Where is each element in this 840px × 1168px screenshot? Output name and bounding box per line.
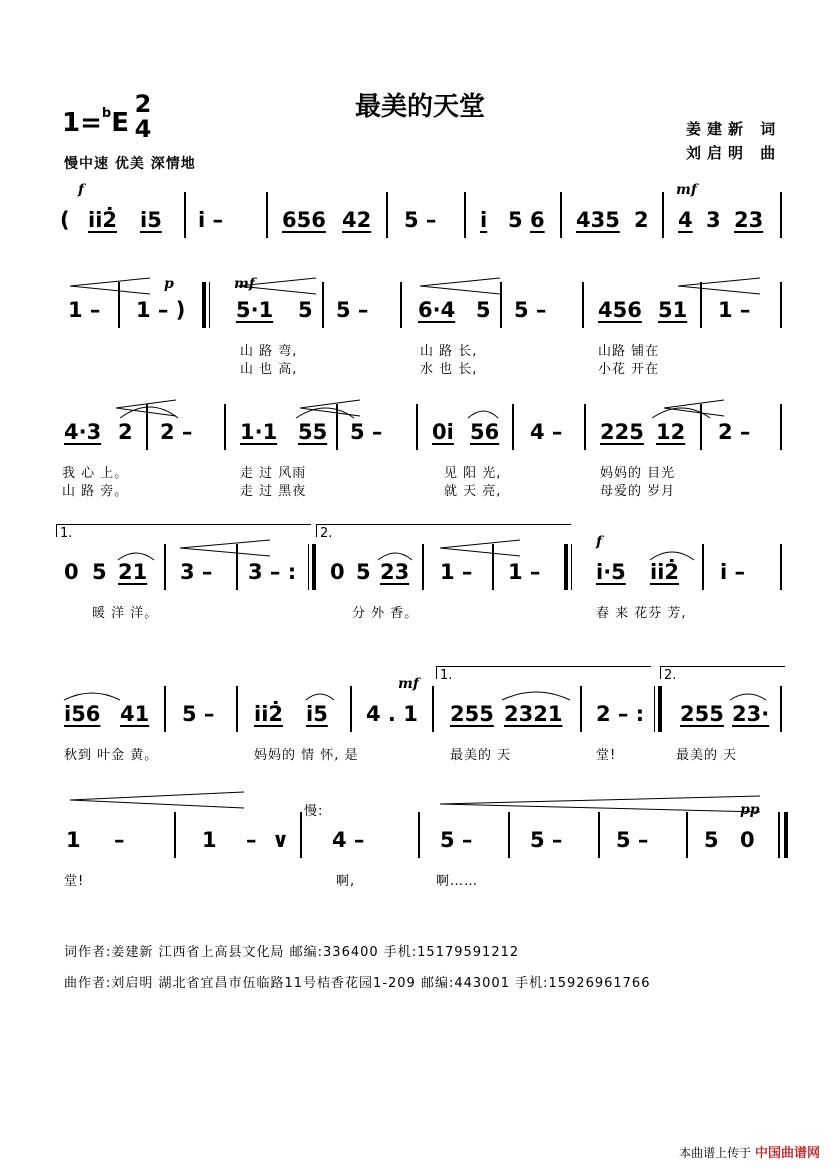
lyric-text: 暖 洋 洋。 xyxy=(92,606,159,621)
note-group: i̇ xyxy=(480,208,488,232)
note-group: 0i̇ xyxy=(432,420,454,444)
note-group: 5 – xyxy=(530,828,563,852)
note-group: 3 – xyxy=(180,560,213,584)
lyric-text: 最美的 天 xyxy=(676,748,738,763)
key-signature: 1=$^b$E xyxy=(62,106,129,138)
note-group: 21 xyxy=(118,560,148,584)
note-group: 5 – xyxy=(182,702,215,726)
note-group: 23 xyxy=(380,560,410,584)
note-group: 0 xyxy=(740,828,755,852)
note-group: i̇56 xyxy=(64,702,101,726)
volta-number: 2. xyxy=(320,526,333,541)
lyric-text: 母爱的 岁月 xyxy=(600,484,676,499)
lyric-text: 堂! xyxy=(64,874,85,889)
note-group: 2 – xyxy=(160,420,193,444)
note-group: 5 – xyxy=(350,420,383,444)
note-group: 1 – xyxy=(508,560,541,584)
note-group: 1 xyxy=(66,828,81,852)
lyric-text: 妈妈的 情 怀, 是 xyxy=(254,748,359,763)
lyric-text: 山 路 弯, xyxy=(240,344,298,359)
note-group: 1 – xyxy=(68,298,101,322)
dynamic-marking: p xyxy=(164,276,174,292)
lyric-text: 山 路 长, xyxy=(420,344,478,359)
lyric-text: 走 过 风雨 xyxy=(240,466,307,481)
note-group: 2 – xyxy=(718,420,751,444)
lyric-text: 水 也 长, xyxy=(420,362,478,377)
note-group: i̇5 xyxy=(140,208,162,232)
dynamic-marking: pp xyxy=(740,802,760,818)
note-group: – xyxy=(246,828,257,852)
note-group: 42 xyxy=(342,208,372,232)
note-group: – xyxy=(114,828,125,852)
lyric-text: 最美的 天 xyxy=(450,748,512,763)
note-group: 6·4 xyxy=(418,298,456,322)
note-group: i̇ – xyxy=(198,208,224,232)
lyric-text: 走 过 黑夜 xyxy=(240,484,307,499)
composer-contact: 曲作者:刘启明 湖北省宜昌市伍临路11号桔香花园1-209 邮编:443001 手机:15926961766 xyxy=(64,976,651,991)
note-group: 435 xyxy=(576,208,620,232)
note-group: 5 – xyxy=(336,298,369,322)
lyricist-credit: 姜建新 词 xyxy=(686,120,782,138)
note-group: 0 xyxy=(64,560,79,584)
note-group: 51 xyxy=(658,298,688,322)
note-group: 4 – xyxy=(530,420,563,444)
note-group: i̇·5 xyxy=(596,560,626,584)
lyric-text: 见 阳 光, xyxy=(444,466,502,481)
note-group: 23 xyxy=(734,208,764,232)
composer-credit: 刘启明 曲 xyxy=(686,144,782,162)
note-group: 4·3 xyxy=(64,420,102,444)
lyricist-contact: 词作者:姜建新 江西省上高县文化局 邮编:336400 手机:15179591212 xyxy=(64,945,520,960)
dynamic-marking: f xyxy=(596,534,603,550)
note-group: 1 – xyxy=(718,298,751,322)
note-group: 3 – : xyxy=(248,560,297,584)
note-group: 5 xyxy=(92,560,107,584)
note-group: 1·1 xyxy=(240,420,278,444)
note-group: ( xyxy=(60,208,70,232)
lyric-text: 山 也 高, xyxy=(240,362,298,377)
time-numerator: 2 xyxy=(134,90,152,118)
note-group: 255 xyxy=(680,702,724,726)
volta-number: 1. xyxy=(440,668,453,683)
lyric-text: 春 来 花芬 芳, xyxy=(596,606,687,621)
note-group: ∨ xyxy=(272,828,290,852)
time-denominator: 4 xyxy=(134,115,152,143)
dynamic-marking: f xyxy=(78,182,85,198)
lyric-text: 山路 铺在 xyxy=(598,344,660,359)
lyric-text: 啊…… xyxy=(436,874,479,889)
note-group: 6 xyxy=(530,208,545,232)
note-group: i̇5 xyxy=(306,702,328,726)
note-group: i̇ – xyxy=(720,560,746,584)
note-group: 5 xyxy=(508,208,523,232)
tempo-marking: 慢中速 优美 深情地 xyxy=(64,156,196,172)
note-group: 12 xyxy=(656,420,686,444)
note-group: i̇i̇2̇ xyxy=(650,560,680,584)
note-group: 1 – ) xyxy=(136,298,186,322)
note-group: 1 – xyxy=(440,560,473,584)
note-group: 5 – xyxy=(616,828,649,852)
note-group: 1 xyxy=(202,828,217,852)
note-group: 2321 xyxy=(504,702,563,726)
note-group: 2 xyxy=(118,420,133,444)
note-group: 55 xyxy=(298,420,328,444)
note-group: i̇i̇2̇ xyxy=(254,702,284,726)
lyric-text: 我 心 上。 xyxy=(62,466,129,481)
lyric-text: 秋到 叶金 黄。 xyxy=(64,748,159,763)
note-group: 456 xyxy=(598,298,642,322)
watermark-logo: 中国曲谱网 xyxy=(754,1146,820,1161)
watermark: 本曲谱上传于 中国曲谱网 xyxy=(679,1146,820,1161)
lyric-text: 分 外 香。 xyxy=(352,606,419,621)
note-group: 225 xyxy=(600,420,644,444)
lyric-text: 小花 开在 xyxy=(598,362,660,377)
note-group: 41 xyxy=(120,702,150,726)
lyric-text: 山 路 旁。 xyxy=(62,484,129,499)
lyric-text: 堂! xyxy=(596,748,617,763)
note-group: 4 – xyxy=(332,828,365,852)
note-group: 5·1 xyxy=(236,298,274,322)
note-group: 2 – : xyxy=(596,702,645,726)
note-group: 656 xyxy=(282,208,326,232)
lyric-text: 就 天 亮, xyxy=(444,484,502,499)
dynamic-marking: mf xyxy=(398,676,419,692)
note-group: 0 xyxy=(330,560,345,584)
dynamic-marking: mf xyxy=(676,182,697,198)
note-group: 5 – xyxy=(440,828,473,852)
note-group: 2 xyxy=(634,208,649,232)
volta-number: 2. xyxy=(664,668,677,683)
note-group: 5 xyxy=(356,560,371,584)
note-group: 5 – xyxy=(404,208,437,232)
note-group: 3 xyxy=(706,208,721,232)
dynamic-marking: mf xyxy=(234,276,255,292)
volta-number: 1. xyxy=(60,526,73,541)
note-group: i̇i̇2̇ xyxy=(88,208,118,232)
note-group: 5 xyxy=(298,298,313,322)
note-group: 4 . 1 xyxy=(366,702,418,726)
note-group: 4 xyxy=(678,208,693,232)
note-group: 23· xyxy=(732,702,770,726)
note-group: 5 xyxy=(704,828,719,852)
note-group: 255 xyxy=(450,702,494,726)
note-group: 5 xyxy=(476,298,491,322)
note-group: 56 xyxy=(470,420,500,444)
tempo-change-label: 慢: xyxy=(304,804,324,819)
note-group: 5 – xyxy=(514,298,547,322)
lyric-text: 啊, xyxy=(336,874,356,889)
song-title: 最美的天堂 xyxy=(354,92,485,122)
lyric-text: 妈妈的 目光 xyxy=(600,466,676,481)
